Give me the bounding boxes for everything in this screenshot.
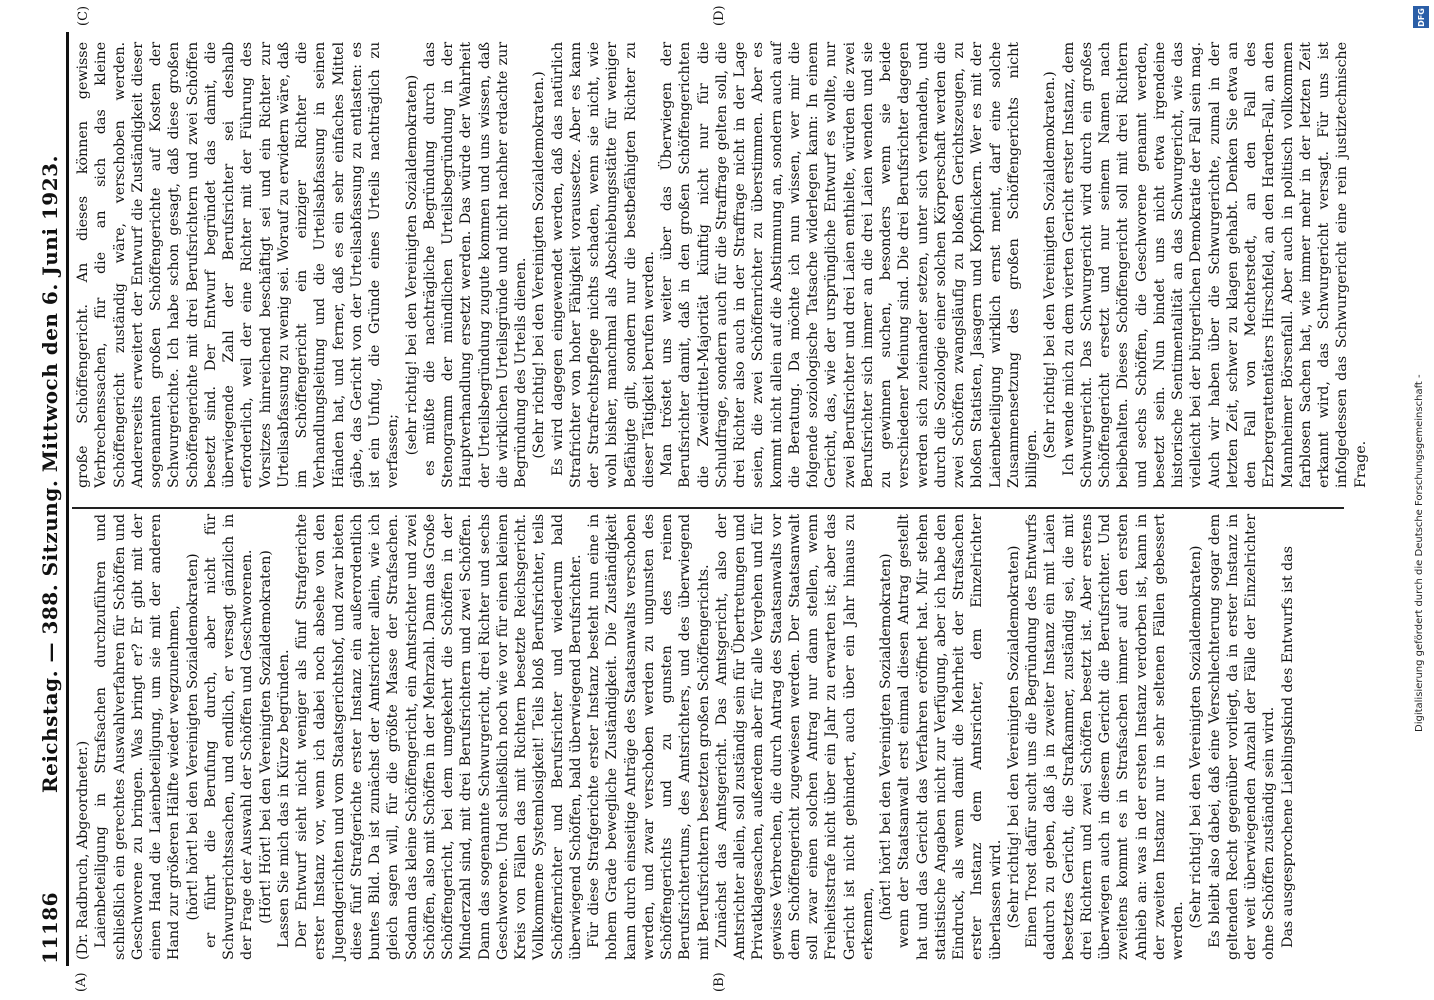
- paragraph: Es wird dagegen eingewendet werden, daß das natürlich Strafrichter von hoher Fähigkeit voraussetze. Aber es kann der Strafrechtspflege nichts schaden, wenn sie nicht, wie wohl bisher, manchmal als Abschiebungsstätte für weniger Befähigte gilt, sondern nur die bestbefähigten Richter zu dieser Tätigkeit berufen werden.: [549, 42, 657, 488]
- session-heading: Reichstag. — 388. Sitzung. Mittwoch den 6. Juni 1923.: [38, 154, 62, 794]
- margin-mark-b: (B): [712, 972, 727, 992]
- paragraph: Man tröstet uns weiter über das Überwiegen der Berufsrichter damit, daß in den großen Schöffengerichten die Zweidrittel-Majorität künftig nicht nur für die Schuldfrage, sondern auch für die Straffrage gelten soll, die drei Richter also auch in der Straffrage nicht in der Lage seien, die zwei Schöffenrichter zu überstimmen. Aber es kommt nicht allein auf die Abstimmung an, sondern auch auf die Beratung. Da möchte ich nun wissen, wer mir die folgende soziologische Tatsache widerlegen kann: In einem Gericht, das, wie der ursprüngliche Entwurf es wollte, nur zwei Berufsrichter und drei Laien enthielte, würden die zwei Berufsrichter sich immer an die drei Laien wenden und sie zu gewinnen suchen, besonders wenn sie beide verschiedener Meinung sind. Die drei Berufsrichter dagegen werden sich zueinander setzen, unter sich verhandeln, und durch die Soziologie einer solchen Körperschaft werden die zwei Schöffen zwangsläufig zu bloßen Gerichtszeugen, zu bloßen Statisten, Jasagern und Kopfnickern. Wer es mit der Laienbeteiligung wirklich ernst meint, darf eine solche Zusammensetzung des großen Schöffengerichts nicht billigen.: [659, 42, 1040, 488]
- credit-text: Digitalisierung gefördert durch die Deutsche Forschungsgemeinschaft -: [1414, 374, 1425, 732]
- running-header: [38, 34, 64, 964]
- paragraph: Lassen Sie mich das in Kürze begründen.: [275, 649, 292, 948]
- paragraph: er führt die Berufung durch, aber nicht für Schwurgerichtssachen, und endlich, er versagt gänzlich in der Frage der Auswahl der Schöffen und Geschworenen.: [202, 514, 256, 960]
- paragraph: wenn der Staatsanwalt erst einmal diesen Antrag gestellt hat und das Gericht das Verfahren eröffnet hat. Mir stehen statistische Angaben nicht zur Verfügung, aber ich habe den Eindruck, als wenn damit die Mehrheit der Strafsachen erster Instanz dem Amtsrichter, dem Einzelrichter überlassen wird.: [896, 514, 1004, 960]
- paragraph: Zunächst das Amtsgericht. Das Amtsgericht, also der Amtsrichter allein, soll zuständig sein für Übertretungen und Privatklagesachen, außerdem aber für alle Vergehen und für gewisse Verbrechen, die durch Antrag des Staatsanwalts vor dem Schöffengericht zugewiesen werden. Der Staatsanwalt soll zwar einen solchen Antrag nur dann stellen, wenn Freiheitsstrafe nicht über ein Jahr zu erwarten ist; aber das Gericht ist nicht gehindert, auch über ein Jahr hinaus zu erkennen,: [713, 514, 876, 960]
- dfg-logo-text: DFG: [1416, 7, 1426, 27]
- paragraph: Laienbeteiligung in Strafsachen durchzuführen und schließlich ein gerechtes Auswahlverfahren für Schöffen und Geschworene zu bringen. Was bringt er? Er gibt mit der einen Hand die Laienbeteiligung, um sie mit der anderen Hand zur größeren Hälfte wieder wegzunehmen,: [93, 514, 183, 960]
- paragraph: Einen Trost dafür sucht uns die Begründung des Entwurfs dadurch zu geben, daß ja in zweiter Instanz ein mit Laien besetztes Gericht, die Strafkammer, zuständig sei, die mit drei Richtern und zwei Schöffen besetzt ist. Aber erstens überwiegen auch in diesem Gericht die Berufsrichter. Und zweitens kommt es in Strafsachen immer auf den ersten Anhieb an: was in der ersten Instanz verdorben ist, kann in der zweiten Instanz nur in sehr seltenen Fällen gebessert werden.: [1024, 514, 1186, 960]
- page-number: 11186: [38, 891, 62, 964]
- paragraph: (Dr. Radbruch, Abgeordneter.): [75, 740, 91, 960]
- paragraph: Der Entwurf sieht nicht weniger als fünf Strafgerichte erster Instanz vor, wenn ich dabei noch absehe von den Jugendgerichten und vom Staatsgerichtshof, und zwar bieten diese fünf Strafgerichte erster Instanz ein außerordentlich buntes Bild. Da ist zunächst der Amtsrichter allein, wie ich gleich sagen will, für die größte Masse der Strafsachen. Sodann das kleine Schöffengericht, ein Amtsrichter und zwei Schöffen, also mit Schöffen in der Mehrzahl. Dann das Große Schöffengericht, bei dem umgekehrt die Schöffen in der Minderzahl sind, mit drei Berufsrichtern und zwei Schöffen. Dann das sogenannte Schwurgericht, drei Richter und sechs Geschworene. Und schließlich noch wie vor für einen kleinen Kreis von Fällen das mit Richtern besetzte Reichsgericht. Vollkommene Systemlosigkeit! Teils bloß Berufsrichter, teils Schöffenrichter und Berufsrichter und wiederum bald überwiegend Schöffen, bald überwiegend Berufsrichter.: [294, 514, 584, 960]
- text-column-left: [74, 514, 1344, 960]
- paragraph: Für diese Strafgerichte erster Instanz besteht nun eine in hohem Grade bewegliche Zuständigkeit. Die Zuständigkeit kann durch einseitige Anträge des Staatsanwalts verschoben werden, und zwar verschoben werden zu ungunsten des Schöffengerichts und zu gunsten des reinen Berufsrichtertums, des Amtsrichters, und des überwiegend mit Berufsrichtern besetzten großen Schöffengerichts.: [586, 514, 712, 960]
- paragraph: (Sehr richtig! bei den Vereinigten Sozialdemokraten): [1188, 545, 1205, 929]
- paragraph: große Schöffengericht. An dieses können gewisse Verbrechenssachen, für die an sich das kleine Schöffengericht zuständig wäre, verschoben werden. Andererseits erweitert der Entwurf die Zuständigkeit dieser sogenannten großen Schöffengerichte auf Kosten der Schwurgerichte. Ich habe schon gesagt, daß diese großen Schöffengerichte mit drei Berufsrichtern und zwei Schöffen besetzt sind. Der Entwurf begründet das damit, die überwiegende Zahl der Berufsrichter sei deshalb erforderlich, weil der eine Richter mit der Führung des Vorsitzes hinreichend beschäftigt sei und ein Richter zur Urteilsabfassung zu wenig sei. Worauf zu erwidern wäre, daß im Schöffengericht ein einziger Richter die Verhandlungsleitung und die Urteilsabfassung in seinen Händen hat, und ferner, daß es ein sehr einfaches Mittel gäbe, das Gericht von der Urteilsabfassung zu entlasten: es ist ein Unfug, die Gründe eines Urteils nachträglich zu verfassen;: [75, 42, 402, 488]
- paragraph: (hört! hört! bei den Vereinigten Sozialdemokraten): [878, 553, 894, 921]
- paragraph: Das ausgesprochene Lieblingskind des Entwurfs ist das: [1279, 546, 1296, 948]
- paragraph: (Sehr richtig! bei den Vereinigten Sozialdemokraten.): [1042, 71, 1059, 459]
- paragraph: Ich wende mich zu dem vierten Gericht erster Instanz, dem Schwurgericht. Das Schwurgericht wird durch ein großes Schöffengericht ersetzt und nur seinem Namen nach beibehalten. Dieses Schöffengericht soll mit drei Richtern und sechs Schöffen, die Geschworene genannt werden, besetzt sein. Nun bindet uns nicht etwa irgendeine historische Sentimentalität an das Schwurgericht, wie das vielleicht bei der bürgerlichen Demokratie der Fall sein mag. Auch wir haben über die Schwurgerichte, zumal in der letzten Zeit, schwer zu klagen gehabt. Denken Sie etwa an den Fall von Mechterstedt, an den Fall des Erzbergerattentäters Hirschfeld, an den Harden-Fall, an den Mannheimer Börsenfall. Aber auch in politisch vollkommen farblosen Sachen hat, wie immer mehr in der letzten Zeit erkannt wird, das Schwurgericht versagt. Für uns ist infolgedessen das Schwurgericht eine rein justiztechnische Frage.: [1060, 42, 1369, 488]
- paragraph: (sehr richtig! bei den Vereinigten Sozialdemokraten): [403, 74, 420, 456]
- header-rule: [66, 32, 69, 966]
- margin-mark-d: (D): [712, 5, 727, 26]
- paragraph: Es bleibt also dabei, daß eine Verschlechterung sogar dem geltenden Recht gegenüber vorliegt, da in erster Instanz in der weit überwiegenden Anzahl der Fälle der Einzelrichter ohne Schöffen zuständig sein wird.: [1206, 514, 1278, 960]
- margin-mark-a: (A): [74, 972, 89, 992]
- paragraph: (Sehr richtig! bei den Vereinigten Sozialdemokraten.): [531, 71, 548, 459]
- text-column-right: [74, 42, 1369, 488]
- paragraph: (hört! hört! bei den Vereinigten Sozialdemokraten): [184, 553, 201, 921]
- paragraph: (Sehr richtig! bei den Vereinigten Sozialdemokraten): [1005, 545, 1022, 929]
- margin-mark-c: (C): [76, 5, 91, 26]
- column-separator: [72, 507, 1344, 509]
- dfg-logo: [1413, 6, 1429, 28]
- paragraph: es müßte die nachträgliche Begründung durch das Stenogramm der mündlichen Urteilsbegründung in der Hauptverhandlung ersetzt werden. Das würde der Wahrheit der Urteilsbegründung zugute kommen und uns wissen, daß die wirklichen Urteilsgründe und nicht nachher erdachte zur Begründung des Urteils dienen.: [421, 42, 529, 488]
- paragraph: (Hört! Hört! bei den Vereinigten Sozialdemokraten): [257, 550, 274, 924]
